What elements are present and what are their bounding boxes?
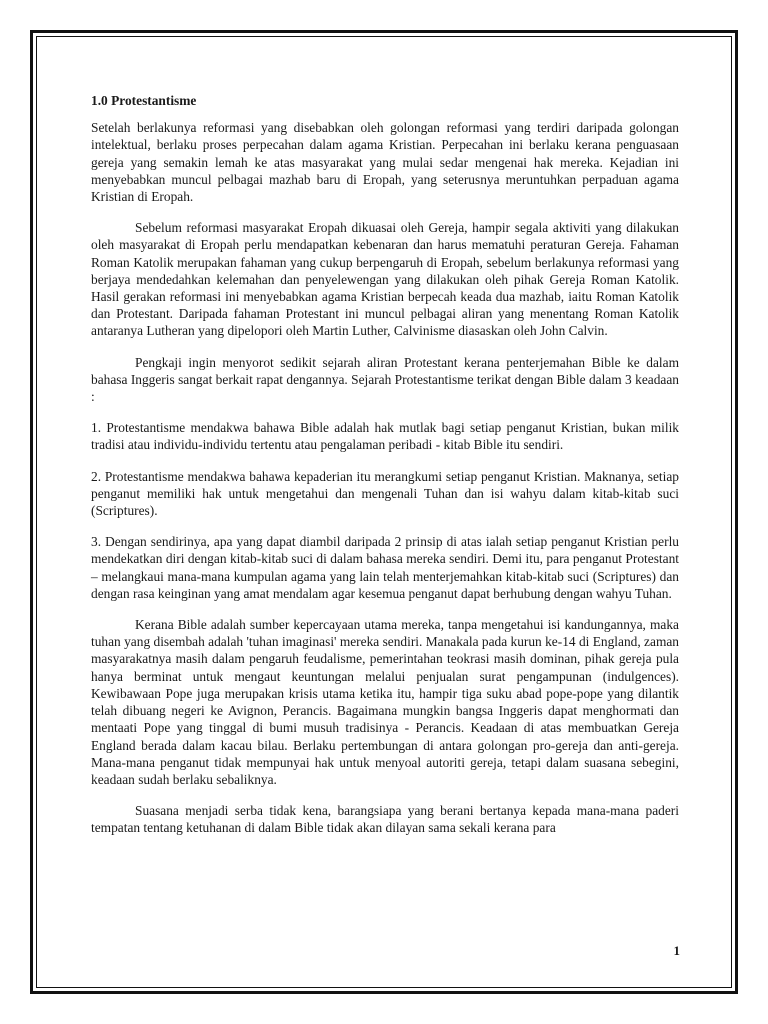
list-item: 2. Protestantisme mendakwa bahawa kepaderian itu merangkumi setiap penganut Kristian. Maknanya, setiap penganut memiliki hak untuk mengetahui dan mengenali Tuhan dan isi wahyu dalam kitab-kitab suci (Scriptures).	[91, 468, 679, 519]
paragraph: Setelah berlakunya reformasi yang disebabkan oleh golongan reformasi yang terdiri daripada golongan intelektual, berlaku proses perpecahan dalam agama Kristian. Perpecahan ini berlaku kerana penguasaan gereja yang semakin lemah ke atas masyarakat yang mulai sedar mengenai hak mereka. Kejadian ini menyebabkan muncul pelbagai mazhab baru di Eropah, yang seterusnya meruntuhkan perpaduan agama Kristian di Eropah.	[91, 120, 679, 205]
paragraph: Suasana menjadi serba tidak kena, barangsiapa yang berani bertanya kepada mana-mana paderi tempatan tentang ketuhanan di dalam Bible tidak akan dilayan sama sekali kerana para	[91, 803, 679, 836]
document-body	[91, 92, 679, 851]
page-number: 1	[673, 943, 680, 958]
paragraph: Kerana Bible adalah sumber kepercayaan utama mereka, tanpa mengetahui isi kandungannya, maka tuhan yang disembah adalah 'tuhan imaginasi' mereka sendiri. Manakala pada kurun ke-14 di England, zaman masyarakatnya masih dalam pengaruh feudalisme, pemerintahan teokrasi masih dominan, pihak gereja pula hanya berminat untuk mengaut keuntungan melalui penjualan surat pengampunan (indulgences). Kewibawaan Pope juga merupakan krisis utama ketika itu, hampir tiga suku abad pope-pope yang dilantik telah dibuang negeri ke Avignon, Perancis. Bagaimana mungkin bangsa Inggeris dapat menghormati dan mentaati Pope yang tinggal di bumi musuh tradisinya - Perancis. Keadaan di atas membuatkan Gereja England berada dalam kacau bilau. Berlaku pertembungan di antara golongan pro-gereja dan anti-gereja. Mana-mana penganut tidak mempunyai hak untuk menyoal autoriti gereja, tetapi dalam suasana sebegini, keadaan sudah berlaku sebaliknya.	[91, 617, 679, 787]
list-item: 3. Dengan sendirinya, apa yang dapat diambil daripada 2 prinsip di atas ialah setiap penganut Kristian perlu mendekatkan diri dengan kitab-kitab suci di dalam bahasa mereka sendiri. Demi itu, para penganut Protestant – melangkaui mana-mana kumpulan agama yang lain telah menterjemahkan kitab-kitab suci (Scriptures) dan dengan rasa keinginan yang amat mendalam agar kesemua penganut dapat berhubung dengan wahyu Tuhan.	[91, 534, 679, 601]
paragraph: Pengkaji ingin menyorot sedikit sejarah aliran Protestant kerana penterjemahan Bible ke dalam bahasa Inggeris sangat berkait rapat dengannya. Sejarah Protestantisme terikat dengan Bible dalam 3 keadaan :	[91, 354, 679, 405]
section-heading: 1.0 Protestantisme	[91, 93, 197, 108]
list-item: 1. Protestantisme mendakwa bahawa Bible adalah hak mutlak bagi setiap penganut Kristian, bukan milik tradisi atau individu-individu tertentu atau pengalaman peribadi - kitab Bible itu sendiri.	[91, 420, 679, 453]
paragraph: Sebelum reformasi masyarakat Eropah dikuasai oleh Gereja, hampir segala aktiviti yang dilakukan oleh masyarakat di Eropah perlu mendapatkan kebenaran dan harus mematuhi peraturan Gereja. Fahaman Roman Katolik merupakan fahaman yang cukup berpengaruh di Eropah, sebelum berlakunya reformasi yang berjaya mendedahkan kelemahan dan penyelewengan yang dilakukan oleh pihak Gereja Roman Katolik. Hasil gerakan reformasi ini menyebabkan agama Kristian berpecah keada dua mazhab, iaitu Roman Katolik dan Protestant. Daripada fahaman Protestant ini muncul pelbagai aliran yang menentang Roman Katolik antaranya Lutheran yang dipelopori oleh Martin Luther, Calvinisme diasaskan oleh John Calvin.	[91, 220, 679, 339]
